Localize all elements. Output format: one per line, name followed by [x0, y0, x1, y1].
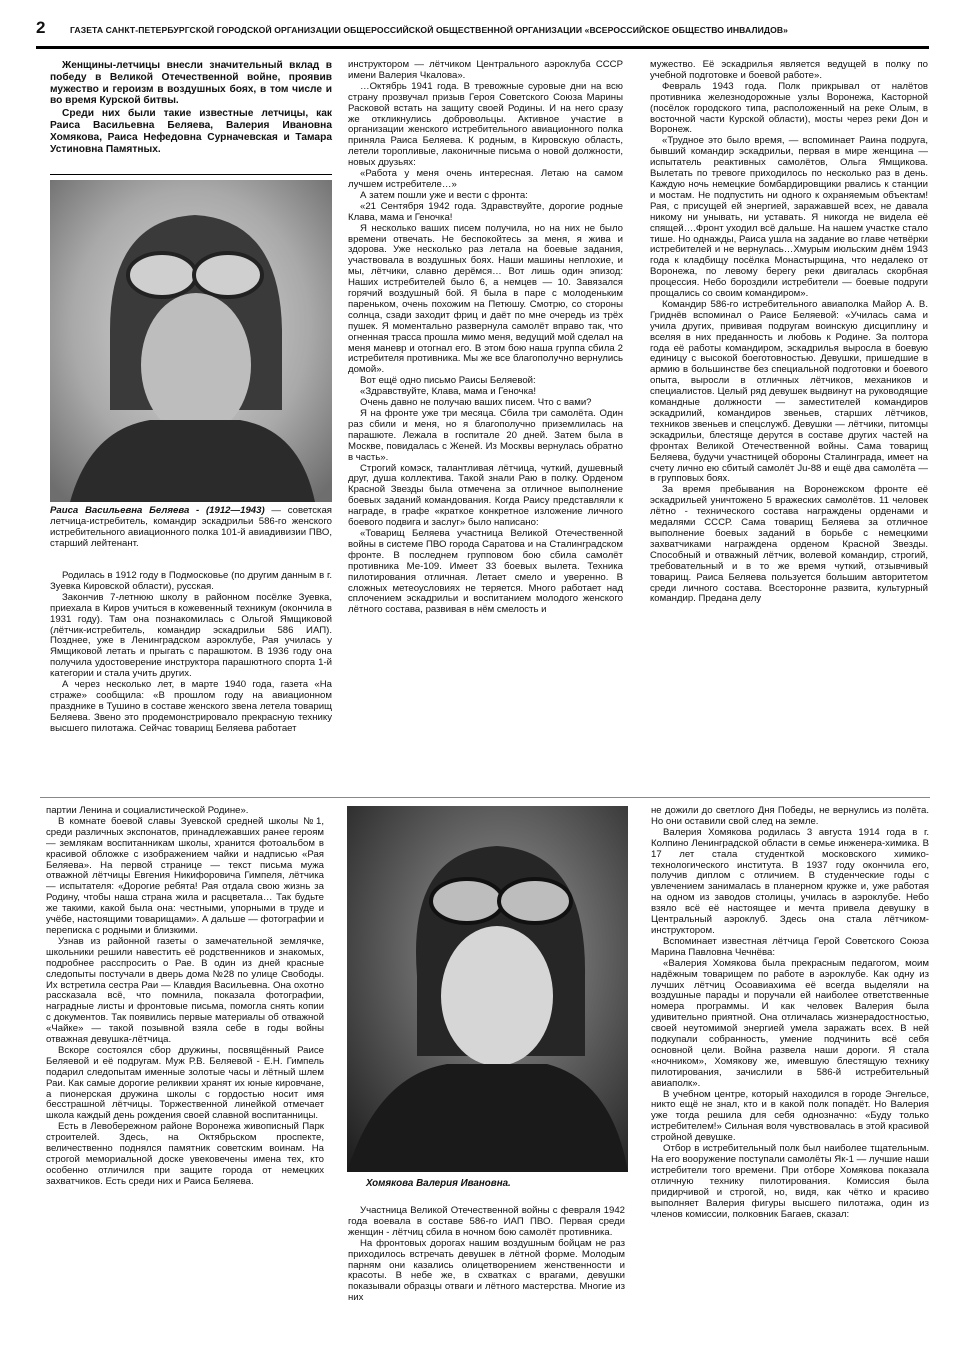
paragraph: «Трудное это было время, — вспоминает Раина подруга, бывший командир эскадрильи, первая в мире женщина — испытатель реактивных самолётов, Ольга Ямщикова. Вылетать по тревоге приходилось по несколько раз в день. Каждую ночь немецкие бомбардировщики рвались к станции и мостам. Не подпустить ни одного к охраняемым объектам! Рая, с присущей ей энергией, заражавшей всех, не давала никому ни унывать, ни уставать. Я никогда не видела её спящей….Фронт уходил всё дальше. На нашем участке стало тише. Но однажды, Раиса ушла на задание во главе четвёрки истребителей и не вернулась…Хмурым июльским днём 1943 года к кладбищу посёлка Монастырщина, что недалеко от Воронежа, по левому берегу реки двигалась скорбная процессия. Небо бороздили истребители — боевые подруги прощались со своим командиром». — [650, 135, 928, 300]
paragraph: …Октябрь 1941 года. В тревожные суровые дни на всю страну прозвучал призыв Героя Советского Союза Марины Расковой встать на защиту своей Родины. И на него сразу же откликнулись добровольцы. Активное участие в организации женского истребительного авиационного полка приняла Раиса Беляева. К родным, в Кировскую область, летели торопливые, лаконичные письма о новой должности, новых друзьях: — [348, 80, 623, 169]
caption-name: Раиса Васильевна Беляева - (1912—1943) — [50, 505, 265, 516]
paragraph: «Работа у меня очень интересная. Летаю на самом лучшем истребителе…» — [348, 168, 623, 190]
paragraph: Узнав из районной газеты о замечательной землячке, школьники решили навестить её родственников и знакомых, подробнее расспросить о Рае. В один из дней красные следопыты постучали в дверь дома №28 по улице Свободы. Их встретила сестра Раи — Клавдия Васильевна. Она охотно рассказала всё, что помнила, показала фотографии, наградные листы и фронтовые письма, помогла снять копии с документов. Так появились первые материалы об отважной «Чайке» — такой позывной взяла себе в годы войны отважная девушка-лётчица. — [46, 935, 324, 1046]
article-intro — [50, 60, 332, 156]
paragraph: «21 Сентября 1942 года. Здравствуйте, дорогие родные Клава, мама и Геночка! — [348, 200, 623, 223]
paragraph: В комнате боевой славы Зуевской средней школы №1, среди различных экспонатов, принадлежавших ранее героям — землякам воспитанникам школы, хранится фотоальбом в красивой обложке с изображением чайки и надписью «Рая Беляева». На первой странице — текст письма мужа отважной лётчицы Евгения Никифоровича Гимпеля, лётчика — испытателя: «Дорогие ребята! Рая отдала свою жизнь за Родину, чтобы наша страна жила и расцветала… Так будьте же такими, какой была она: честными, упорными в труде и учёбе, настоящими товарищами». А дальше — фотографии и переписка с родными и близкими. — [46, 815, 324, 936]
intro-rule — [50, 174, 332, 175]
paragraph: «Товарищ Беляева участница Великой Отечественной войны в системе ПВО города Саратова и на Сталинградском фронте. В последнем групповом бою сбила самолёт противника Ме-109. Имеет 33 боевых вылета. Техника пилотирования отличная. Летает смело и уверенно. В сложных метеоусловиях не теряется. Много работает над сплочением эскадрильи и воспитанием молодого женского лётного состава, развивая в нём смелость и — [348, 527, 623, 616]
column-1-bottom — [46, 806, 324, 1188]
column-2-top — [348, 60, 623, 616]
paragraph: Валерия Хомякова родилась 3 августа 1914 года в г. Колпино Ленинградской области в семье инженера-химика. В 17 лет стала студенткой московского химико-технологического института. В 1937 году окончила его, получив диплом с отличием. В студенческие годы с увлечением занималась в планерном кружке и, уже работая на одном из заводов столицы, училась в аэроклубе. Небо взяло всё её настоящее и мечта привела девушку в Центральный аэроклуб. Здесь она стала лётчиком-инструктором. — [651, 826, 929, 936]
intro-paragraph: Среди них были такие известные летчицы, как Раиса Васильевна Беляева, Валерия Ивановна Хомякова, Раиса Нефедовна Сурначевская и Тамара Устиновна Памятных. — [50, 108, 332, 155]
paragraph: На фронтовых дорогах нашим воздушным бойцам не раз приходилось встречать девушек в лётной форме. Молодым парням они казались олицетворением женственности и красоты. В небе же, в схватках с врагами, девушки показывали образцы отваги и лётного мастерства. Многие из них — [348, 1237, 625, 1304]
paragraph: «Валерия Хомякова была прекрасным педагогом, моим надёжным товарищем по работе в аэроклубе. Как одну из лучших лётчиц Осоавиахима её всегда выделяли на воздушные парады и поручали ей наиболее ответственные номера программы. И как человек Валерия была удивительно приятной. Она отличалась жизнерадостностью, своей неутомимой энергией умела заражать всех. В ней подкупали собранность, умение подчинить всё себя основной цели. Война развела наши дороги. Я стала «ночником», Хомякову же, имевшую блестящую технику пилотирования, зачислили в 586-й истребительный авиаполк». — [651, 957, 929, 1089]
paragraph: Вскоре состоялся сбор дружины, посвящённый Раисе Беляевой и её подругам. Муж Р.В. Беляевой - Е.Н. Гимпель подарил следопытам именные золотые часы и лётный шлем Раи. Как самые дорогие реликвии хранят их юные кировчане, а пионерская дружина школы с гордостью носит имя бесстрашной лётчицы. Торжественной линейкой отмечает школа каждый день рождения своей славной воспитанницы. — [46, 1044, 324, 1122]
paragraph: Отбор в истребительный полк был наиболее тщательным. На его вооружение поступали самолёты Як-1 — лучшие наши истребители того времени. При отборе Хомякова показала отличную технику пилотирования. Комиссия была придирчивой и строгой, но, видя, как чётко и красиво выполняет Валерия фигуры высшего пилотажа, один из членов комиссии, полковник Багаев, сказал: — [651, 1143, 929, 1220]
column-2-bottom — [348, 1206, 625, 1304]
paragraph: А затем пошли уже и вести с фронта: — [360, 189, 528, 201]
column-3-top — [650, 60, 928, 605]
page-header — [36, 14, 929, 49]
paragraph: Есть в Левобережном районе Воронежа живописный Парк строителей. Здесь, на Октябрьском проспекте, величественно поднялся памятник советским воинам. На строгой мемориальной доске увековечены имена тех, кто особенно отличился при защите города от немецких захватчиков. Есть среди них и Раиса Беляева. — [46, 1121, 324, 1187]
portrait-photo-belyaeva — [50, 180, 332, 502]
paragraph: Вот ещё одно письмо Раисы Беляевой: — [360, 375, 536, 387]
paragraph: Строгий комэск, талантливая лётчица, чуткий, душевный друг, душа коллектива. Такой знали Раю в полку. Орденом Красной Звезды была отмечена за отличное выполнение боевых заданий командования. Когда Раису представляли к награде, в графе «краткое конкретное изложение личного боевого подвига и заслуг» было написано: — [348, 462, 623, 529]
paragraph: В учебном центре, который находился в городе Энгельсе, никто ещё не знал, кто и в какой полк попадёт. Но Валерия уже тогда решила для себя однозначно: «Буду только истребителем!» Сильная воля чувствовалась в этой красивой стройной девушке. — [651, 1088, 929, 1144]
paragraph: Закончив 7-летнюю школу в районном посёлке Зуевка, приехала в Киров учиться в кожевенный техникум (окончила в 1931 году). Там она познакомилась с Ольгой Ямщиковой (лётчик-истребитель, командир эскадрильи 586 ИАП). Позднее, уже в Ленинградском аэроклубе, Рая училась у Ямщиковой летать и прыгать с парашютом. В 1936 году она получила удостоверение инструктора парашютного спорта 1-й категории и стала учить других. — [50, 591, 332, 680]
paragraph: За время пребывания на Воронежском фронте её эскадрильей уничтожено 5 вражеских самолётов. 11 человек лётно - технического состава награждены орденами и медалями СССР. Сама товарищ Беляева за отличное выполнение боевых заданий в борьбе с немецкими захватчиками награждена орденом Красной Звезды. Способный и отважный лётчик, волевой командир, строгий, требовательный и в то же время чуткий, отзывчивый товарищ. Раиса Беляева пользуется большим авторитетом среди личного состава. Всесторонне развита, культурный командир. Предана делу — [650, 484, 928, 605]
paragraph: Участница Великой Отечественной войны с февраля 1942 года воевала в составе 586-го ИАП ПВО. Первая среди женщин - лётчиц сбила в ночном бою самолёт противника. — [348, 1205, 625, 1238]
paragraph: Февраль 1943 года. Полк прикрывал от налётов противника железнодорожные узлы Воронежа, Касторной (посёлок городского типа, расположенный на реке Олым, в восточной части Курской области), мосты через реки Дон и Воронеж. — [650, 80, 928, 136]
paragraph: Командир 586-го истребительного авиаполка Майор А. В. Гриднёв вспоминал о Раисе Беляевой: «Училась сама и учила других, прививая подругам воинскую дисциплину и вселяя в них преданность и любовь к Родине. За полтора года её работы командиром, эскадрилья выросла в боевую единицу с высокой боеготовностью. Девушки, пришедшие в армию в большинстве без специальной подготовки и боевого опыта, выросли в отличных лётчиков, механиков и специалистов. Целый ряд девушек выдвинут на руководящие командные должности — заместителей командиров эскадрилий, командиров звеньев, старших лётчиков, техников звеньев и спецслужб. Девушки — лётчики, питомцы эскадрильи, блестяще дерутся в составе других частей на фронтах Великой Отечественной войны. Сама товарищ Беляева, будучи участницей обороны Сталинграда, имеет на счету лично ею сбитый самолёт Ju-88 и ещё два самолёта — в групповых боях. — [650, 298, 928, 485]
page-number: 2 — [36, 18, 46, 37]
paragraph: Я несколько ваших писем получила, но на них не было времени отвечать. Не беспокойтесь за меня, я жива и здорова. Уже несколько раз летала на боевые задания, участвовала в воздушных боях. Наши машины неплохие, и мы, лётчики, славно дерёмся… Вот лишь один эпизод: Наших истребителей было 6, а немцев — 10. Завязался горячий воздушный бой. Я была в паре с молоденьким пареньком, очень похожим на Петюшу. Смотрю, со стороны солнца, сзади заходит фриц и даёт по мне очередь из трёх пушек. Я моментально развернула самолёт вправо так, что огненная трасса прошла мимо меня, ведущий мой сделал на меня маневр и отогнал его. В этом бою наша группа сбила 2 истребителя противника. Мы же все благополучно вернулись домой». — [348, 222, 623, 376]
column-3-bottom — [651, 806, 929, 1220]
paragraph: инструктором — лётчиком Центрального аэроклуба СССР имени Валерия Чкалова». — [348, 59, 623, 81]
portrait-image — [347, 806, 628, 1172]
paragraph: А через несколько лет, в марте 1940 года, газета «На страже» сообщила: «В прошлом году на авиационном празднике в Тушино в составе женского звена летела товарищ Беляева. Звено это продемонстрировало прекрасную технику высшего пилотажа. Сейчас товарищ Беляева работает — [50, 679, 332, 734]
paragraph: не дожили до светлого Дня Победы, не вернулись из полёта. Но они оставили свой след на земле. — [651, 805, 929, 827]
paragraph: Родилась в 1912 году в Подмосковье (по другим данным в г. Зуевка Кировской области), русская. — [50, 570, 332, 592]
paragraph: мужество. Её эскадрилья является ведущей в полку по учебной подготовке и боевой работе». — [650, 59, 928, 81]
caption-belyaeva — [50, 506, 332, 550]
paragraph: Очень давно не получаю ваших писем. Что с вами? — [360, 397, 592, 409]
paragraph: Вспоминает известная лётчица Герой Советского Союза Марина Павловна Чечнёва: — [651, 935, 929, 958]
section-divider — [40, 797, 930, 798]
intro-paragraph: Женщины-летчицы внесли значительный вклад в победу в Великой Отечественной войне, проявив мужество и героизм в воздушных боях, в том числе и во время Курской битвы. — [50, 60, 332, 107]
portrait-image — [50, 180, 332, 502]
paragraph: «Здравствуйте, Клава, мама и Геночка! — [360, 386, 537, 398]
portrait-photo-khomyakova — [347, 806, 628, 1172]
newspaper-title: ГАЗЕТА САНКТ-ПЕТЕРБУРГСКОЙ ГОРОДСКОЙ ОРГАНИЗАЦИИ ОБЩЕРОССИЙСКОЙ ОБЩЕСТВЕННОЙ ОРГАНИЗАЦИИ «ВСЕРОССИЙСКОЕ ОБЩЕСТВО ИНВАЛИДОВ» — [70, 25, 789, 35]
caption-khomyakova: Хомякова Валерия Ивановна. — [366, 1178, 511, 1189]
paragraph: партии Ленина и социалистической Родине». — [46, 805, 249, 816]
caption-text: — советская летчица-истребитель, командир эскадрильи 586-го женского истребительного авиационного полка 101-й авиадивизии ПВО, старший лейтенант. — [50, 505, 332, 549]
paragraph: Я на фронте уже три месяца. Сбила три самолёта. Один раз сбили и меня, но я благополучно приземлилась на парашюте. Лежала в госпитале 20 дней. Затем была в Москве, повидалась с Женей. Из Москвы вернулась обратно в часть». — [348, 408, 623, 463]
column-1-top — [50, 571, 332, 735]
